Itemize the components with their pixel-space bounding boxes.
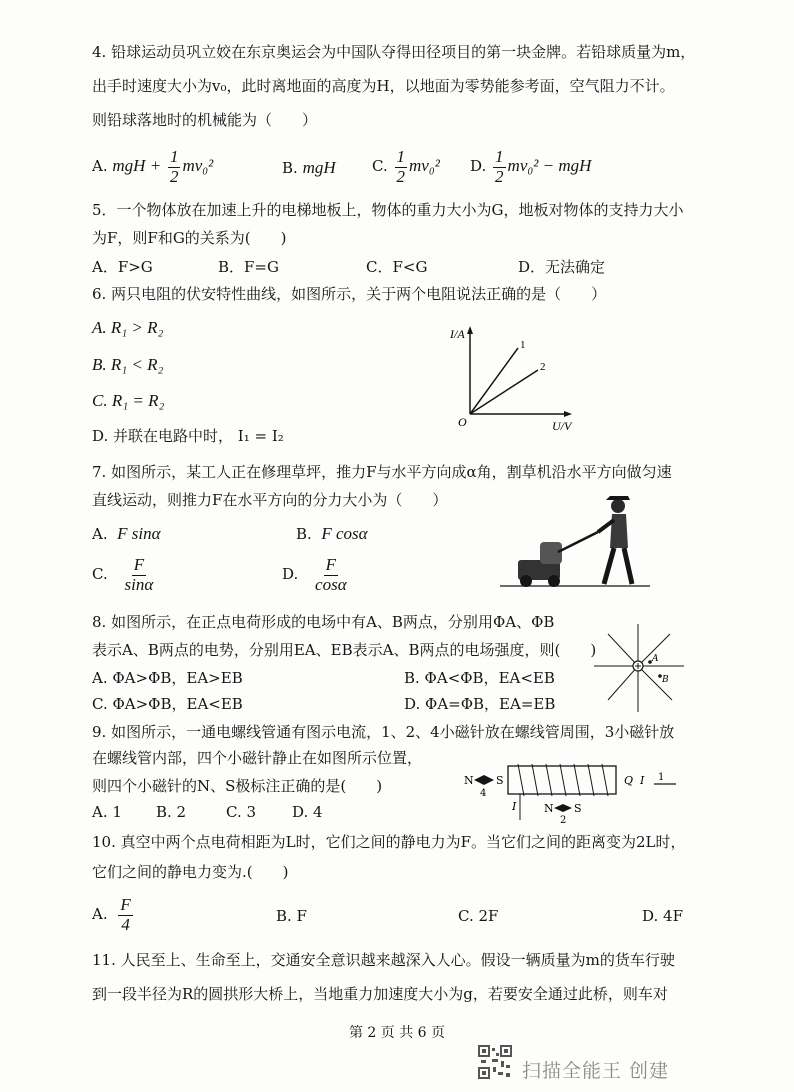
q10-option-b: B. F (276, 907, 307, 925)
fraction: $\frac{1}{2}$ (169, 147, 179, 186)
q5-line2: 为F，则F和G的关系为( ) (92, 229, 287, 247)
q11-line1: 11. 人民至上、生命至上，交通安全意识越来越深入人心。假设一辆质量为m的货车行驶 (92, 951, 675, 969)
q4-line3: 则铅球落地时的机械能为（ ） (92, 111, 318, 129)
q10-line1: 10. 真空中两个点电荷相距为L时，它们之间的静电力为F。当它们之间的距离变为2L时， (92, 833, 686, 851)
scanner-watermark: 扫描全能王 创建 (522, 1060, 670, 1082)
q7-option-a: A. F sinα (92, 524, 161, 543)
current-label-left: I (512, 800, 517, 813)
point-charge-field-diagram (592, 620, 692, 720)
solenoid-body (508, 766, 616, 794)
q9-line1: 9. 如图所示，一通电螺线管通有图示电流，1、2、4小磁针放在螺线管周围，3小磁针放 (92, 723, 675, 741)
point-b-label: B (662, 675, 669, 685)
q5-option-c: C．F<G (366, 258, 428, 276)
fraction: $\frac{F}{\sin\alpha}$ (124, 555, 154, 594)
worker-cap (606, 496, 630, 500)
q4-option-a: A. mgH + $\frac{1}{2}$ mv₀² (92, 147, 214, 186)
q9-option-a: A. 1 (92, 803, 122, 821)
q10-option-a: A. $\frac{F}{4}$ (92, 895, 131, 934)
needle-4 (474, 775, 494, 785)
solenoid-coils (518, 764, 608, 796)
q6-option-a: A. R₁ > R₂ (92, 318, 164, 337)
q4-line1: 4. 铅球运动员巩立姣在东京奥运会为中国队夺得田径项目的第一块金牌。若铅球质量为m， (92, 43, 696, 61)
worker-head (611, 499, 625, 513)
page-number-footer: 第 2 页 共 6 页 (348, 1025, 446, 1041)
q6-option-b: B. R₁ < R₂ (92, 355, 164, 374)
line-1-label: 1 (520, 339, 526, 351)
fraction: $\frac{1}{2}$ (396, 147, 405, 186)
q9-line3: 则四个小磁针的N、S极标注正确的是( ) (92, 777, 383, 795)
q8-option-c: C. ΦA>ΦB，EA<EB (92, 695, 243, 713)
y-axis-arrow (467, 326, 473, 334)
q9-option-b: B. 2 (156, 803, 187, 821)
qr-code-icon (478, 1045, 512, 1079)
origin-label: O (458, 415, 467, 429)
q7-option-c: C. $\frac{F}{\sin\alpha}$ (92, 555, 154, 594)
fraction: $\frac{F}{\cos\alpha}$ (315, 555, 347, 594)
mower-handle (558, 532, 598, 552)
needle-2-s: S (574, 802, 582, 815)
q4-option-c: C. $\frac{1}{2}$ mv₀² (372, 147, 440, 186)
needle-2-number: 2 (560, 815, 567, 826)
x-axis-arrow (564, 411, 572, 417)
needle-2-n: N (544, 802, 554, 815)
q8-line2: 表示A、B两点的电势，分别用EA、EB表示A、B两点的电场强度，则( ) (92, 641, 597, 659)
worker-leg-front (604, 548, 614, 584)
q-label: Q (624, 774, 634, 787)
q6-option-c: C. R₁ = R₂ (92, 391, 165, 410)
q6-stem: 6. 两只电阻的伏安特性曲线，如图所示，关于两个电阻说法正确的是（ ） (92, 285, 607, 303)
line-2-label: 2 (540, 361, 546, 373)
point-a-label: A (652, 654, 659, 664)
q5-option-d: D．无法确定 (518, 258, 606, 276)
q8-line1: 8. 如图所示，在正点电荷形成的电场中有A、B两点，分别用ΦA、ΦB (92, 613, 555, 631)
y-axis-label: I/A (450, 327, 465, 341)
q7-line1: 7. 如图所示，某工人正在修理草坪，推力F与水平方向成α角，割草机沿水平方向做匀速 (92, 463, 672, 481)
q4-option-b: B. mgH (282, 158, 336, 177)
q9-option-c: C. 3 (226, 803, 257, 821)
needle-4-s: S (496, 774, 504, 787)
q10-option-c: C. 2F (458, 907, 499, 925)
solenoid-diagram (462, 758, 702, 828)
needle-1-number: 1 (658, 772, 665, 783)
graph-line-2 (470, 370, 538, 414)
q7-option-b: B. F cosα (296, 524, 368, 543)
current-label-right: I (640, 774, 645, 787)
q5-line1: 5．一个物体放在加速上升的电梯地板上，物体的重力大小为G，地板对物体的支持力大小 (92, 201, 684, 219)
q9-line2: 在螺线管内部，四个小磁针静止在如图所示位置， (92, 749, 423, 767)
mower-wheel-front (520, 575, 532, 587)
needle-2 (554, 804, 572, 812)
fraction: $\frac{F}{4}$ (120, 895, 131, 934)
mower-wheel-back (548, 575, 560, 587)
needle-4-n: N (464, 774, 474, 787)
q8-option-a: A. ΦA>ΦB，EA>EB (92, 669, 243, 687)
q8-option-d: D. ΦA=ΦB，EA=EB (404, 695, 556, 713)
worker-leg-back (624, 548, 632, 584)
q7-line2: 直线运动，则推力F在水平方向的分力大小为（ ） (92, 491, 448, 509)
needle-4-number: 4 (480, 788, 487, 799)
q9-option-d: D. 4 (292, 803, 323, 821)
q10-option-d: D. 4F (642, 907, 683, 925)
q8-option-b: B. ΦA<ΦB，EA<EB (404, 669, 555, 687)
q4-line2: 出手时速度大小为v₀，此时离地面的高度为H，以地面为零势能参考面，空气阻力不计。 (92, 77, 675, 95)
x-axis-label: U/V (552, 419, 572, 433)
q7-option-d: D. $\frac{F}{\cos\alpha}$ (282, 555, 347, 594)
q11-line2: 到一段半径为R的圆拱形大桥上，当地重力加速度大小为g，若要安全通过此桥，则车对 (92, 985, 668, 1003)
q5-option-a: A．F>G (92, 258, 153, 276)
q5-option-b: B．F=G (218, 258, 279, 276)
q6-option-d: D. 并联在电路中时， I₁ = I₂ (92, 427, 284, 445)
lawn-mower-worker-illustration (500, 490, 650, 590)
q10-line2: 它们之间的静电力变为.( ) (92, 863, 289, 881)
fraction: $\frac{1}{2}$ (495, 147, 504, 186)
iu-characteristic-graph (448, 324, 598, 434)
q4-option-d: D. $\frac{1}{2}$ mv₀² − mgH (470, 147, 592, 186)
graph-line-1 (470, 348, 518, 414)
